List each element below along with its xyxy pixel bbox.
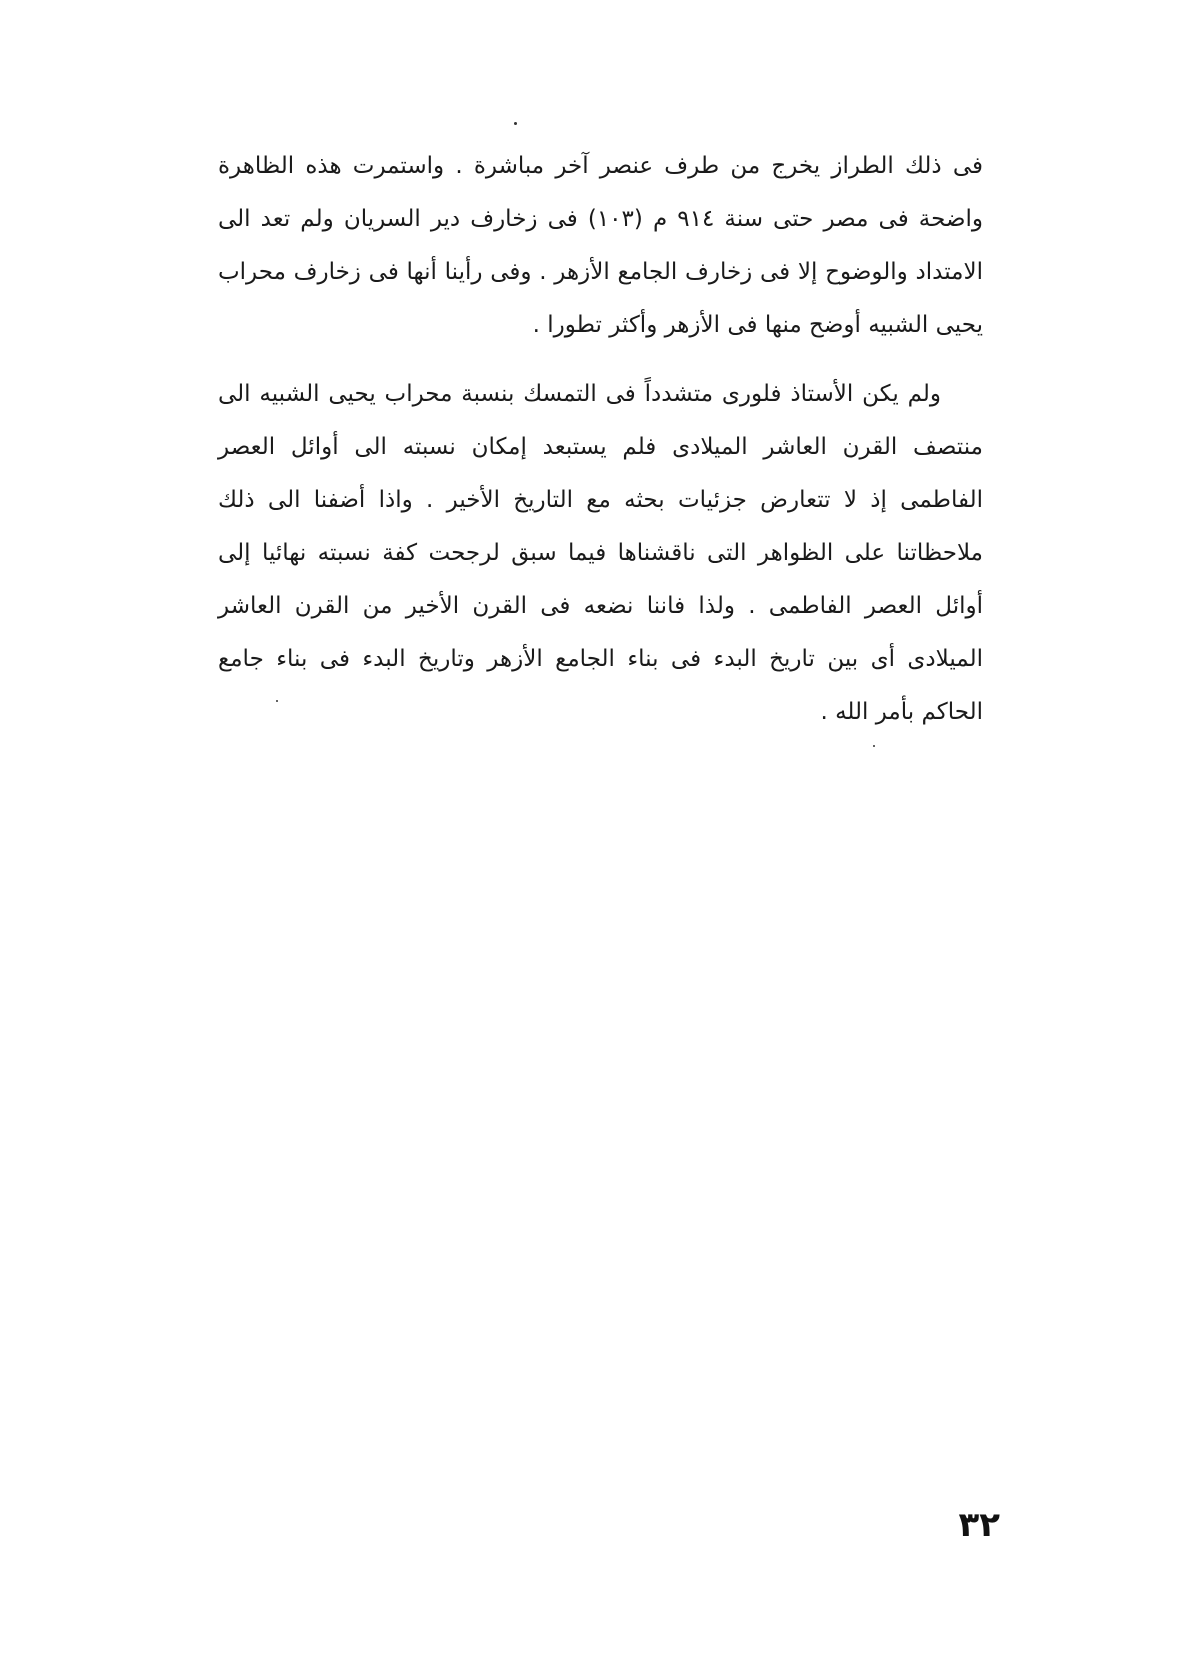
page-number: ٣٢: [958, 1505, 1000, 1545]
scan-speck: [514, 122, 517, 125]
scan-speck: [873, 745, 875, 747]
paragraph-1: فى ذلك الطراز يخرج من طرف عنصر آخر مباشرة . واستمرت هذه الظاهرة واضحة فى مصر حتى سنة ٩١٤ م (١٠٣) فى زخارف دير السريان ولم تعد الى الامتداد والوضوح إلا فى زخارف الجامع الأزهر . وفى رأينا أنها فى زخارف محراب يحيى الشبيه أوضح منها فى الأزهر وأكثر تطورا .: [218, 153, 983, 338]
body-text: [218, 140, 983, 739]
paragraph-2: ولم يكن الأستاذ فلورى متشدداً فى التمسك بنسبة محراب يحيى الشبيه الى منتصف القرن العاشر الميلادى فلم يستبعد إمكان نسبته الى أوائل العصر الفاطمى إذ لا تتعارض جزئيات بحثه مع التاريخ الأخير . واذا أضفنا الى ذلك ملاحظاتنا على الظواهر التى ناقشناها فيما سبق لرجحت كفة نسبته نهائيا إلى أوائل العصر الفاطمى . ولذا فاننا نضعه فى القرن الأخير من القرن العاشر الميلادى أى بين تاريخ البدء فى بناء الجامع الأزهر وتاريخ البدء فى بناء جامع الحاكم بأمر الله .: [218, 381, 983, 725]
